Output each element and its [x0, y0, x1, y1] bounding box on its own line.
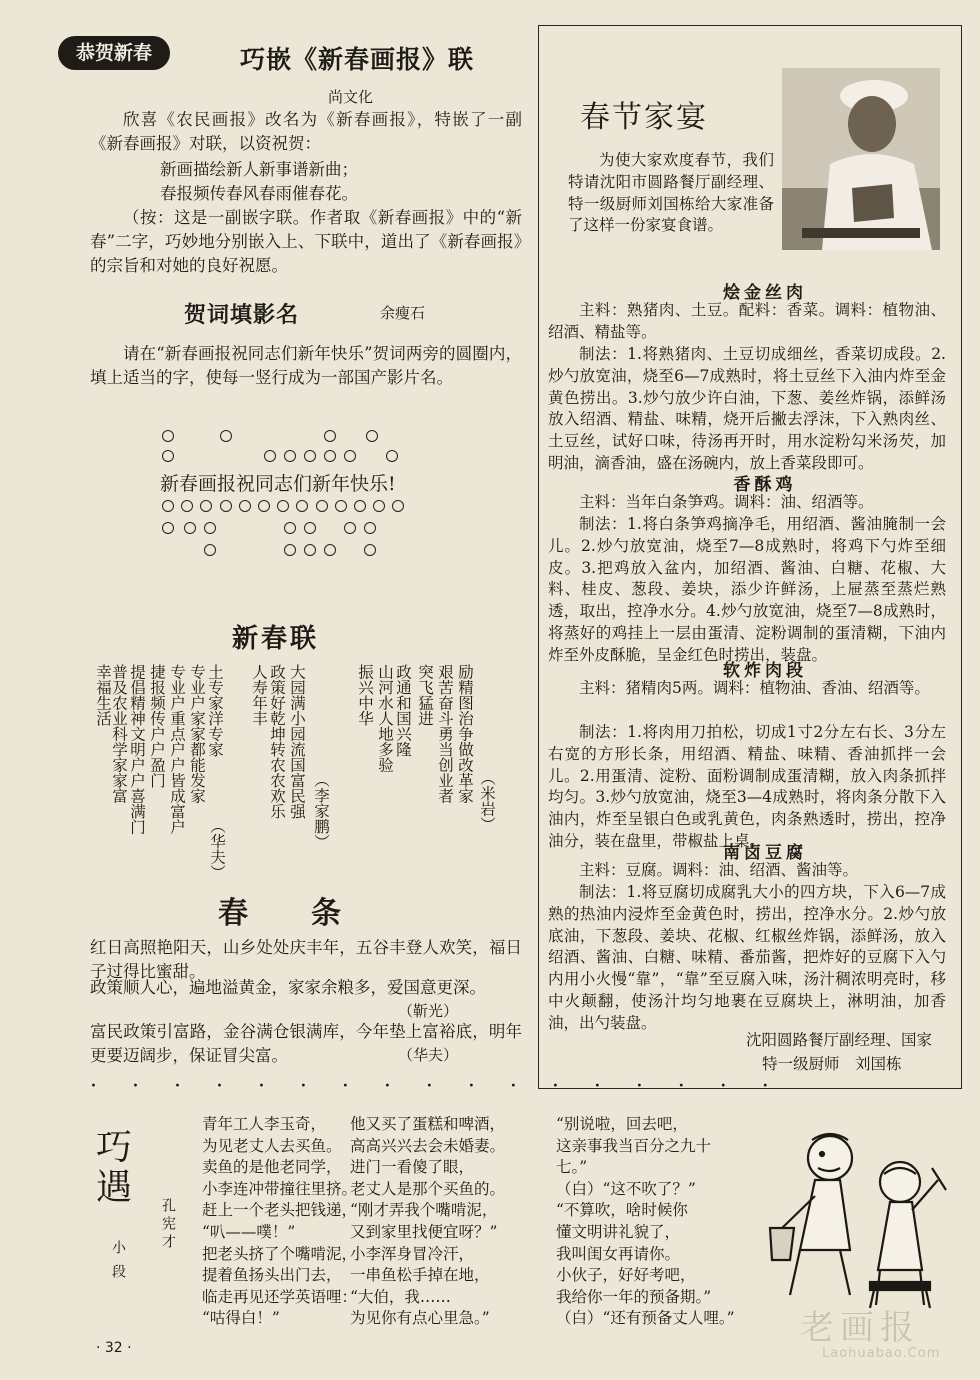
- puzzle-circle: [200, 500, 212, 512]
- comic-column-2: [350, 1114, 505, 1330]
- section-badge: 恭贺新春: [58, 36, 170, 70]
- puzzle-circle: [284, 522, 296, 534]
- comic-line: “别说啦，回去吧，: [556, 1115, 688, 1133]
- couplet-line-1: 新画描绘新人新事谱新曲；: [160, 160, 358, 179]
- puzzle-circle: [335, 500, 347, 512]
- puzzle-circle: [239, 500, 251, 512]
- puzzle-circle: [264, 450, 276, 462]
- couplet-column: 专业户家家都能发家: [188, 664, 206, 804]
- comic-title-char-1: 巧: [96, 1127, 133, 1168]
- page-number: · 32 ·: [96, 1340, 132, 1356]
- couplet-column: 励精图治争做改革家: [456, 664, 474, 804]
- couplet-line-2: 春报频传春风春雨催春花。: [160, 184, 358, 203]
- couplet-column: 提倡精神文明户户喜满门: [128, 664, 146, 835]
- puzzle-circle: [181, 500, 193, 512]
- puzzle-circle: [277, 500, 289, 512]
- chef-photo: [782, 68, 940, 250]
- couplet-column: 振兴中华: [356, 664, 374, 726]
- comic-line: 提着鱼扬头出门去，: [202, 1266, 342, 1285]
- watermark-logo: 老画报: [800, 1308, 920, 1348]
- puzzle-circle: [386, 450, 398, 462]
- puzzle-circle: [162, 500, 174, 512]
- puzzle-circle: [324, 544, 336, 556]
- comic-line: 把老头挤了个嘴啃泥，: [202, 1244, 358, 1263]
- couplet-column: 政通和国兴隆: [394, 664, 412, 757]
- comic-line: 小李连冲带撞往里挤。: [202, 1179, 358, 1198]
- spring-strip-author-1: （靳光）: [398, 1002, 459, 1020]
- comic-line: 这亲事我当百分之九十: [556, 1136, 712, 1155]
- puzzle-circle: [162, 522, 174, 534]
- cartoon-illustration: [760, 1110, 960, 1310]
- comic-line: 我给你一年的预备期。”: [556, 1287, 712, 1306]
- puzzle-circle: [204, 522, 216, 534]
- couplet-column: 土专家洋专家: [206, 664, 224, 757]
- comic-line: “刚才弄我个嘴啃泥，: [350, 1201, 498, 1220]
- puzzle-circle: [304, 522, 316, 534]
- puzzle-circle: [304, 544, 316, 556]
- dish-ingredients-1: 主料：熟猪肉、土豆。配料：香菜。调料：植物油、绍酒、精盐等。: [548, 301, 946, 341]
- dish-ingredients-2: 主料：当年白条笋鸡。调料：油、绍酒等。: [579, 493, 874, 511]
- article-title-couplet: 巧嵌《新春画报》联: [240, 45, 475, 74]
- puzzle-circle: [364, 544, 376, 556]
- puzzle-circle: [162, 450, 174, 462]
- recipe-box-title: 春节家宴: [580, 100, 708, 135]
- puzzle-author: 余瘦石: [380, 304, 426, 322]
- comic-line: 我叫闺女再请你。: [556, 1244, 681, 1263]
- couplet-column: 艰苦奋斗勇当创业者: [436, 664, 454, 804]
- watermark-url: Laohuabao.Com: [822, 1346, 941, 1361]
- article-intro: 欣喜《农民画报》改名为《新春画报》，特嵌了一副《新春画报》对联，以资祝贺：: [90, 110, 522, 153]
- comic-line: 老丈人是那个买鱼的。: [350, 1179, 506, 1198]
- puzzle-circle: [284, 544, 296, 556]
- couplet-column: 普及农业科学家家富: [110, 664, 128, 804]
- dish-method-3: 制法：1.将肉用刀拍松，切成1寸2分左右长、3分左右宽的方形长条，用绍酒、精盐、味精、香油抓拌一会儿。2.用蛋清、淀粉、面粉调制成蛋清糊，放入肉条抓拌均匀。3.炒勺放宽油，烧至3—4成熟时，将肉条分散下入油内，炸至呈银白色或乳黄色，肉条熟透时，捞出，控净油分，装在盘里，带椒盐上桌。: [548, 723, 946, 850]
- puzzle-circle: [162, 430, 174, 442]
- spring-strip-1: 红日高照艳阳天，山乡处处庆丰年，五谷丰登人欢笑，福日子过得比蜜甜。: [90, 938, 522, 981]
- recipe-signature-line2: 特一级厨师 刘国栋: [762, 1055, 902, 1073]
- puzzle-phrase: 新春画报祝同志们新年快乐!: [160, 473, 396, 495]
- comic-line: （白）“这不吹了？”: [556, 1179, 696, 1198]
- comic-line: “大伯，我……: [350, 1287, 451, 1306]
- puzzle-circle: [316, 500, 328, 512]
- puzzle-circle: [204, 544, 216, 556]
- spring-strip-author-2: （华夫）: [398, 1046, 459, 1064]
- puzzle-circle: [220, 430, 232, 442]
- puzzle-circle: [344, 522, 356, 534]
- comic-column-3: [556, 1114, 735, 1330]
- puzzle-circle: [364, 522, 376, 534]
- spring-strips-title: 春 条: [218, 896, 342, 931]
- article-note: （按：这是一副嵌字联。作者取《新春画报》中的“新春”二字，巧妙地分别嵌入上、下联中，道出了《新春画报》的宗旨和对她的良好祝愿。: [90, 208, 522, 275]
- comic-line: 青年工人李玉奇，: [202, 1115, 327, 1133]
- puzzle-circle: [373, 500, 385, 512]
- couplet-column: 突飞猛进: [416, 664, 434, 726]
- comic-line: 为见老丈人去买鱼。: [202, 1136, 342, 1155]
- puzzle-circle: [296, 500, 308, 512]
- puzzle-circle: [324, 450, 336, 462]
- dish-method-2: 制法：1.将白条笋鸡摘净毛，用绍酒、酱油腌制一会儿。2.炒勺放宽油，烧至7—8成熟时，将鸡下勺炸至细皮。3.把鸡放入盆内，加绍酒、酱油、白糖、花椒、大料、桂皮、葱段、姜块，添少许鲜汤，上屉蒸至蒸烂熟透，取出，控净水分。4.炒勺放宽油，烧至7—8成熟时，将蒸好的鸡挂上一层由蛋清、淀粉调制的蛋清糊，下油内炸至外皮酥脆，呈金红色时捞出，装盘。: [548, 515, 946, 664]
- dish-title-3: 软炸肉段: [723, 661, 807, 681]
- comic-line: 又到家里找便宜呀？”: [350, 1222, 498, 1241]
- recipe-signature-line1: 沈阳圆路餐厅副经理、国家: [746, 1031, 933, 1049]
- dish-title-4: 南卤豆腐: [723, 843, 807, 863]
- puzzle-circle: [184, 522, 196, 534]
- couplet-column: 政策好乾坤转农农欢乐: [268, 664, 286, 819]
- dish-method-4: 制法：1.将豆腐切成腐乳大小的四方块，下入6—7成熟的热油内浸炸至金黄色时，捞出，控净水分。2.炒勺放底油，下葱段、姜块、花椒、红椒丝炸锅，添鲜汤，放入绍酒、酱油、白糖、味精、番茄酱，把炸好的豆腐下入勺内用小火慢“靠”，“靠”至豆腐入味，汤汁稠浓明亮时，移中火颠翻，使汤汁均匀地裹在豆腐块上，淋明油，加香油，出勺装盘。: [548, 883, 946, 1032]
- spring-strip-2: 政策顺人心，遍地溢黄金，家家余粮多，爱国意更深。: [90, 978, 486, 997]
- dish-ingredients-4: 主料：豆腐。调料：油、绍酒、酱油等。: [579, 861, 859, 879]
- comic-line: 进门一看傻了眼，: [350, 1158, 475, 1177]
- puzzle-circles-bottom: [160, 498, 520, 568]
- puzzle-circle: [354, 500, 366, 512]
- couplet-author-1: （华夫）: [208, 818, 226, 880]
- comic-line: 卖鱼的是他老同学，: [202, 1158, 342, 1177]
- dish-ingredients-3: 主料：猪精肉5两。调料：植物油、香油、绍酒等。: [579, 679, 930, 697]
- puzzle-circle: [258, 500, 270, 512]
- comic-author: 孔宪才: [160, 1198, 176, 1252]
- comic-line: 赶上一个老头把钱递，: [202, 1201, 358, 1220]
- dotted-separator: · · · · · · · · · · · · · · · · ·: [90, 1074, 783, 1099]
- spring-strip-3: 富民政策引富路，金谷满仓银满库，今年垫上富裕底，明年更要迈阔步，保证冒尖富。: [90, 1022, 522, 1065]
- comic-column-1: [202, 1114, 357, 1330]
- comic-line: 一串鱼松手掉在地，: [350, 1266, 490, 1285]
- couplet-author-2: （李家鹏）: [312, 772, 330, 850]
- comic-line: “叭——噗！”: [202, 1222, 296, 1241]
- couplet-author-3: （米岩）: [478, 770, 496, 832]
- spring-couplets-title: 新春联: [232, 624, 320, 654]
- couplet-column: 幸福生活: [94, 664, 112, 726]
- puzzle-circles-top: [160, 428, 520, 476]
- comic-line: “不算吹，啥时候你: [556, 1201, 688, 1220]
- dish-title-2: 香酥鸡: [733, 475, 797, 495]
- comic-genre: 小段: [110, 1240, 126, 1288]
- puzzle-instructions: 请在“新春画报祝同志们新年快乐”贺词两旁的圆圈内，填上适当的字，使每一竖行成为一部国产影片名。: [90, 344, 522, 387]
- puzzle-circle: [344, 450, 356, 462]
- puzzle-circle: [220, 500, 232, 512]
- puzzle-circle: [392, 500, 404, 512]
- puzzle-circle: [304, 450, 316, 462]
- chef-photo-image: [782, 68, 940, 250]
- comic-line: 小李浑身冒冷汗，: [350, 1244, 475, 1263]
- comic-line: 他又买了蛋糕和啤酒，: [350, 1115, 506, 1133]
- article-author: 尚文化: [328, 88, 374, 106]
- dish-method-1: 制法：1.将熟猪肉、土豆切成细丝，香菜切成段。2.炒勺放宽油，烧至6—7成熟时，将土豆丝下入油内炸至金黄色捞出。3.炒勺放少许白油，下葱、姜丝炸锅，添鲜汤放入绍酒、精盐、味精，烧开后撇去浮沫，下入熟肉丝、土豆丝，试好口味，待汤再开时，用水淀粉勾米汤芡，加明油，滴香油，盛在汤碗内，放上香菜段即可。: [548, 345, 946, 472]
- couplet-column: 人寿年丰: [250, 664, 268, 726]
- couplet-column: 捷报频传户户盈门: [148, 664, 166, 788]
- couplet-column: 山河水人地多验: [376, 664, 394, 773]
- comic-line: “咕得白！”: [202, 1309, 280, 1328]
- comic-line: 小伙子，好好考吧，: [556, 1266, 696, 1285]
- comic-line: （白）“还有预备丈人哩。”: [556, 1309, 735, 1328]
- comic-line: 为见你有点心里急。”: [350, 1309, 490, 1328]
- comic-line: 懂文明讲礼貌了，: [556, 1222, 681, 1241]
- couplet-column: 大园满小园流国富民强: [288, 664, 306, 819]
- puzzle-circle: [284, 450, 296, 462]
- comic-title-char-2: 遇: [96, 1167, 133, 1208]
- comic-line: 七。”: [556, 1158, 588, 1177]
- puzzle-title: 贺词填影名: [184, 302, 300, 328]
- couplet-column: 专业户重点户户皆成富户: [168, 664, 186, 835]
- dish-title-1: 烩金丝肉: [723, 283, 807, 303]
- puzzle-circle: [324, 430, 336, 442]
- comic-line: 临走再见还学英语哩：: [202, 1287, 358, 1306]
- puzzle-circle: [366, 430, 378, 442]
- comic-line: 高高兴兴去会未婚妻。: [350, 1136, 506, 1155]
- recipe-intro: 为使大家欢度春节，我们特请沈阳市圆路餐厅副经理、特一级厨师刘国栋给大家准备了这样一份家宴食谱。: [568, 151, 774, 235]
